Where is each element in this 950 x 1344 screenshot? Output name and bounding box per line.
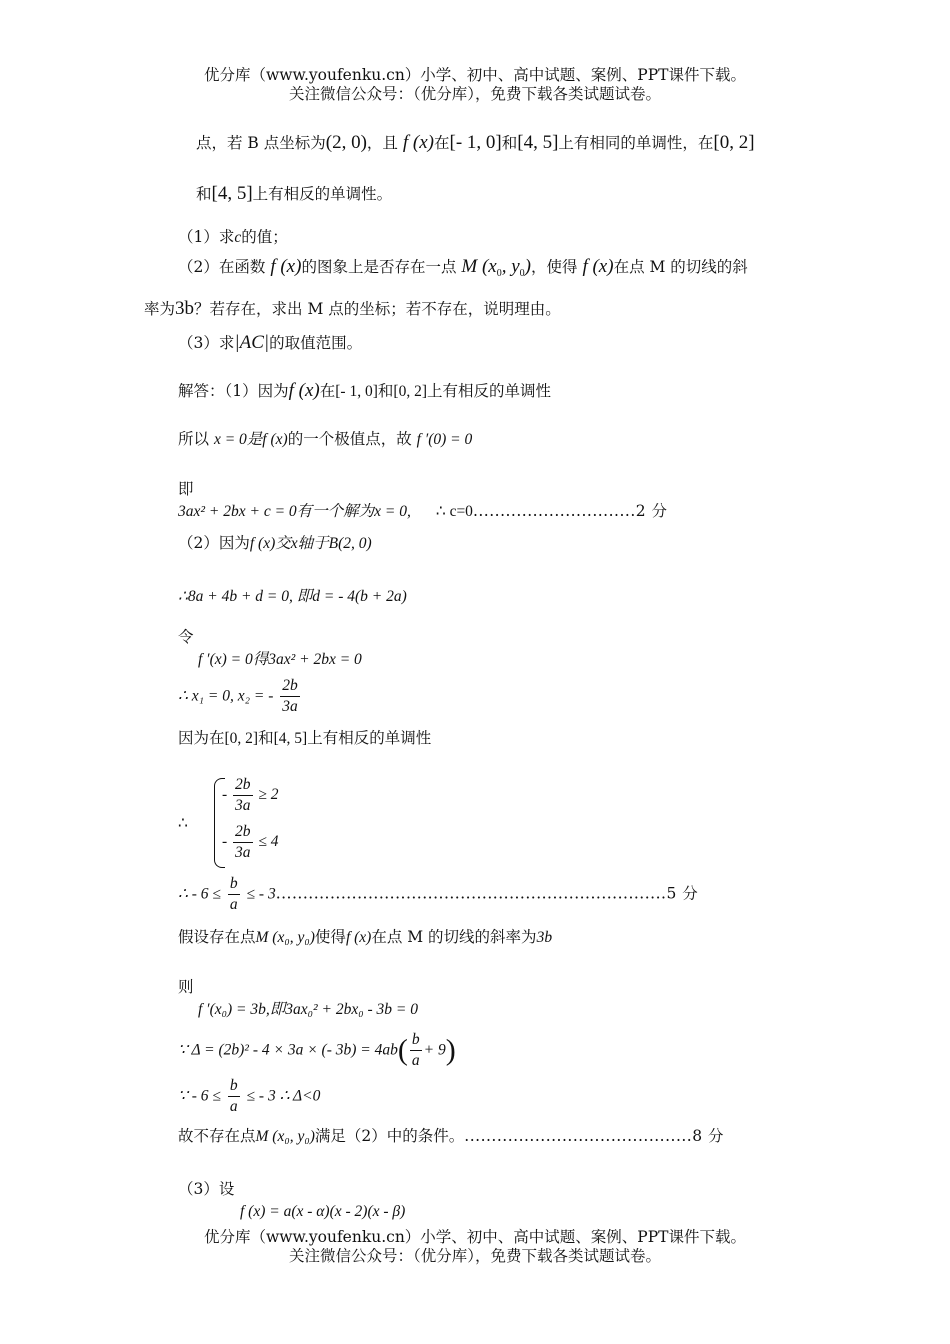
solution-part-3-intro: （3）设 f (x) = a(x - α)(x - 2)(x - β) <box>178 1180 406 1220</box>
inequality-2: - $\frac{2b}{3a}$ ≤ 4 <box>222 823 279 861</box>
fraction-2b-3a: $\frac{2b}{3a}$ <box>282 677 298 715</box>
footer-line-1: 优分库（www.youfenku.cn）小学、初中、高中试题、案例、PPT课件下载。 <box>203 1228 747 1246</box>
solution-tangent-equation: 则 f ′(x₀) = 3b,即3ax₀² + 2bx₀ - 3b = 0 <box>178 978 419 1018</box>
page-header <box>0 66 950 104</box>
solution-discriminant-negative: ∵ - 6 ≤ $\frac{b}{a}$ ≤ - 3 ∴ Δ<0 <box>178 1077 321 1115</box>
solution-extreme-point: 所以 x = 0是f (x)的一个极值点，故 f ′(0) = 0 <box>178 430 473 448</box>
problem-line-2: 和[4, 5]上有相反的单调性。 <box>196 183 393 204</box>
solution-d-value: ∴8a + 4b + d = 0, 即d = - 4(b + 2a) <box>178 588 407 605</box>
solution-discriminant: ∵ Δ = (2b)² - 4 × 3a × (- 3b) = 4ab( $\frac{b}{a}$ + 9) <box>178 1031 456 1069</box>
question-2: （2）在函数 f (x)的图象上是否存在一点 M ($x_0$, $y_0$)，使得 f (x)在点 M 的切线的斜 <box>178 256 748 280</box>
solution-derivative-zero: 令 f ′(x) = 0得3ax² + 2bx = 0 <box>178 628 362 668</box>
inequality-1: - $\frac{2b}{3a}$ ≥ 2 <box>222 776 279 814</box>
problem-line-1: 点，若 B 点坐标为(2, 0)，且 f (x)在[- 1, 0]和[4, 5]上有相同的单调性，在[0, 2] <box>196 132 755 153</box>
score-8: ..........................................8 分 <box>464 1127 725 1145</box>
question-2-continued: 率为3b？若存在，求出 M 点的坐标；若不存在，说明理由。 <box>144 298 561 319</box>
header-line-2: 关注微信公众号：（优分库），免费下载各类试题试卷。 <box>288 85 661 103</box>
solution-roots: ∴ x₁ = 0, x₂ = - $\frac{2b}{3a}$ <box>178 677 298 715</box>
solution-conclusion-2: 故不存在点M (x₀, y₀)满足（2）中的条件。..........................................8 分 <box>178 1127 725 1145</box>
therefore-symbol: ∴ <box>178 814 188 832</box>
solution-assumption: 假设存在点M (x₀, y₀)使得f (x)在点 M 的切线的斜率为3b <box>178 928 553 946</box>
footer-line-2: 关注微信公众号：（优分库），免费下载各类试题试卷。 <box>288 1247 661 1265</box>
question-1: （1）求c的值； <box>178 228 288 246</box>
score-2: ..............................2 分 <box>472 502 668 520</box>
solution-c-value: 即 3ax² + 2bx + c = 0有一个解为x = 0, ∴ c=0..............................2 分 <box>178 480 668 520</box>
solution-part-2-intro: （2）因为f (x)交x轴于B(2, 0) <box>178 534 372 552</box>
header-line-1: 优分库（www.youfenku.cn）小学、初中、高中试题、案例、PPT课件下载。 <box>203 66 747 84</box>
score-5: ........................................................................5 分 <box>275 884 699 903</box>
question-3: （3）求|AC|的取值范围。 <box>178 332 363 353</box>
solution-monotonicity: 因为在[0, 2]和[4, 5]上有相反的单调性 <box>178 729 432 747</box>
solution-part-1-intro: 解答：（1）因为f (x)在[- 1, 0]和[0, 2]上有相反的单调性 <box>178 380 551 401</box>
solution-ratio-range: ∴ - 6 ≤ $\frac{b}{a}$ ≤ - 3........................................................................5 分 <box>178 875 699 913</box>
page-footer <box>0 1228 950 1266</box>
